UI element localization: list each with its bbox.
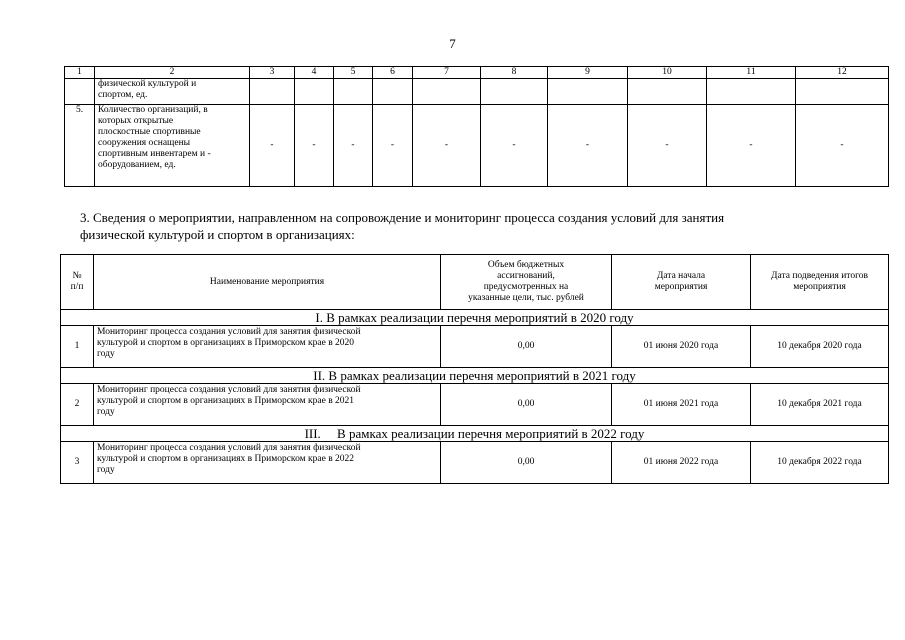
value-cell: - [413,105,481,187]
event-name: Мониторинг процесса создания условий для занятия физической культурой и спортом в организациях в Приморском крае в 2021 году [94,384,441,426]
table-row [61,326,889,368]
column-number: 8 [481,67,548,79]
value-cell: - [295,105,334,187]
value-cell: - [373,105,413,187]
column-number: 9 [548,67,628,79]
table-row [65,79,889,105]
end-date: 10 декабря 2022 года [751,442,889,484]
group-heading-row [61,310,889,326]
value-cell: - [628,105,707,187]
value-cell: - [334,105,373,187]
column-number: 1 [65,67,95,79]
table-row [61,442,889,484]
start-date: 01 июня 2020 года [612,326,751,368]
header-start-date: Дата начала мероприятия [612,255,751,310]
budget-value: 0,00 [441,442,612,484]
column-number: 3 [250,67,295,79]
page-number: 7 [449,36,456,51]
event-name: Мониторинг процесса создания условий для занятия физической культурой и спортом в организациях в Приморском крае в 2020 году [94,326,441,368]
header-name: Наименование мероприятия [94,255,441,310]
end-date: 10 декабря 2021 года [751,384,889,426]
table-row [61,384,889,426]
value-cell: - [796,105,889,187]
column-number: 12 [796,67,889,79]
group-heading: III. В рамках реализации перечня мероприятий в 2022 году [61,426,889,442]
value-cell: - [707,105,796,187]
budget-value: 0,00 [441,384,612,426]
row-number: 1 [61,326,94,368]
event-name: Мониторинг процесса создания условий для занятия физической культурой и спортом в организациях в Приморском крае в 2022 году [94,442,441,484]
section-heading: 3. Сведения о мероприятии, направленном на сопровождение и мониторинг процесса создания условий для занятия физической культурой и спортом в организациях: [80,210,725,242]
header-budget: Объем бюджетных ассигнований, предусмотренных на указанные цели, тыс. рублей [441,255,612,310]
group-heading-row [61,426,889,442]
events-header-row [61,255,889,310]
table-row [65,105,889,187]
start-date: 01 июня 2022 года [612,442,751,484]
column-number: 11 [707,67,796,79]
group-heading: II. В рамках реализации перечня мероприятий в 2021 году [61,368,889,384]
column-number: 5 [334,67,373,79]
end-date: 10 декабря 2020 года [751,326,889,368]
events-table [60,254,889,484]
group-heading-row [61,368,889,384]
value-cell: - [250,105,295,187]
budget-value: 0,00 [441,326,612,368]
column-number: 4 [295,67,334,79]
row-number: 3 [61,442,94,484]
value-cell: - [481,105,548,187]
column-number: 6 [373,67,413,79]
indicator-name: Количество организаций, в которых открытые плоскостные спортивные сооружения оснащены спортивным инвентарем и - оборудованием, ед. [95,105,250,187]
header-end-date: Дата подведения итогов мероприятия [751,255,889,310]
column-number: 10 [628,67,707,79]
indicators-table [64,66,889,187]
group-heading: I. В рамках реализации перечня мероприятий в 2020 году [61,310,889,326]
row-number: 2 [61,384,94,426]
indicator-name: физической культурой и спортом, ед. [95,79,250,105]
header-num: № п/п [61,255,94,310]
row-number: 5. [65,105,95,187]
column-number: 2 [95,67,250,79]
column-number: 7 [413,67,481,79]
indicators-header-row [65,67,889,79]
start-date: 01 июня 2021 года [612,384,751,426]
value-cell: - [548,105,628,187]
